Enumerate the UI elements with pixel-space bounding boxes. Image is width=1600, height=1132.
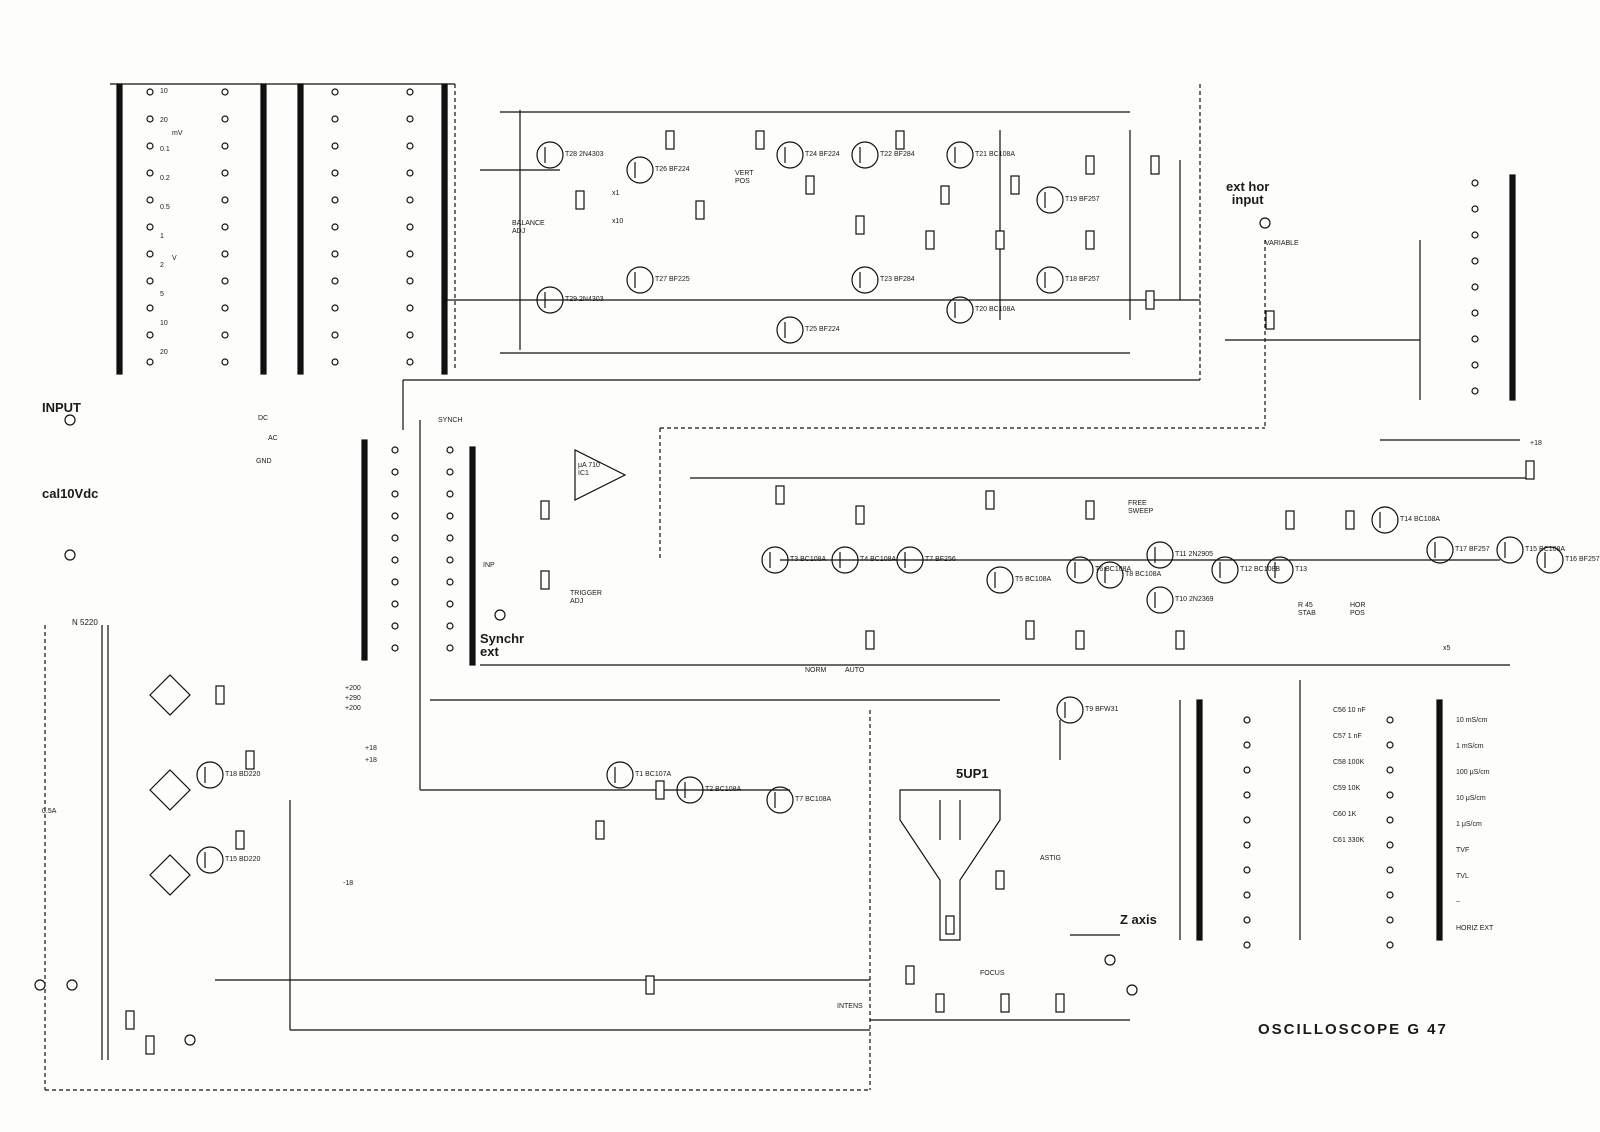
resistor-symbol: [246, 751, 254, 769]
resistor-symbol: [1176, 631, 1184, 649]
resistor-symbol: [776, 486, 784, 504]
resistor-symbol: [596, 821, 604, 839]
resistor-symbol: [936, 994, 944, 1012]
transistor-label: T18 BD220: [225, 771, 261, 778]
fuse-label: 0.5A: [42, 808, 57, 815]
switch-contact: [1244, 717, 1250, 723]
connector-terminal: [1105, 955, 1115, 965]
transistor-symbol: [947, 142, 973, 168]
switch-contact: [1472, 232, 1478, 238]
transistor-label: T29 2N4303: [565, 296, 604, 303]
switch-contact: [222, 170, 228, 176]
switch-contact: [392, 535, 398, 541]
time-base-cap: C61 330K: [1333, 837, 1365, 844]
switch-contact: [1244, 742, 1250, 748]
transistor-symbol: [607, 762, 633, 788]
transistor-label: T5 BC108A: [1015, 576, 1052, 583]
resistor-symbol: [541, 501, 549, 519]
switch-contact: [332, 305, 338, 311]
transistor-label: T14 BC108A: [1400, 516, 1441, 523]
resistor-symbol: [856, 506, 864, 524]
transistor-label: T24 BF224: [805, 151, 840, 158]
transistor-symbol: [1147, 587, 1173, 613]
switch-contact: [332, 359, 338, 365]
resistor-symbol: [986, 491, 994, 509]
transistor-symbol: [777, 142, 803, 168]
switch-contact: [447, 579, 453, 585]
dc-label: DC: [258, 415, 269, 422]
transistor-label: T18 BF257: [1065, 276, 1100, 283]
cal-label: cal10Vdc: [42, 486, 99, 501]
connector-terminal: [35, 980, 45, 990]
switch-contact: [1244, 867, 1250, 873]
supply-rail-label: +290: [345, 695, 361, 702]
attenuator-range: 10: [160, 320, 168, 327]
switch-contact: [1387, 767, 1393, 773]
switch-contact: [147, 143, 153, 149]
transistor-label: T7 BF256: [925, 556, 956, 563]
resistor-symbol: [656, 781, 664, 799]
switch-contact: [1387, 842, 1393, 848]
resistor-symbol: [1076, 631, 1084, 649]
resistor-symbol: [806, 176, 814, 194]
switch-contact: [407, 170, 413, 176]
switch-contact: [447, 645, 453, 651]
resistor-symbol: [696, 201, 704, 219]
resistor-symbol: [946, 916, 954, 934]
switch-contact: [1244, 917, 1250, 923]
switch-contact: [222, 251, 228, 257]
resistor-symbol: [666, 131, 674, 149]
ext-hor-input-label: ext hor input: [1226, 179, 1270, 207]
resistor-symbol: [896, 131, 904, 149]
switch-contact: [222, 197, 228, 203]
resistor-symbol: [646, 976, 654, 994]
switch-contact: [407, 89, 413, 95]
resistor-symbol: [906, 966, 914, 984]
transistor-label: T13: [1295, 566, 1308, 573]
resistor-symbol: [1151, 156, 1159, 174]
resistor-symbol: [216, 686, 224, 704]
transistor-label: T11 2N2905: [1175, 551, 1214, 558]
resistor-symbol: [1086, 231, 1094, 249]
attenuator-range: 10: [160, 88, 168, 95]
supply-rail-label: +18: [1530, 440, 1542, 447]
resistor-symbol: [1026, 621, 1034, 639]
resistor-symbol: [1346, 511, 1354, 529]
transistor-symbol: [1057, 697, 1083, 723]
synch-label: SYNCH: [438, 417, 463, 424]
resistor-symbol: [996, 231, 1004, 249]
switch-contact: [447, 623, 453, 629]
resistor-symbol: [996, 871, 1004, 889]
switch-contact: [392, 623, 398, 629]
switch-contact: [1472, 180, 1478, 186]
transistor-label: T16 BF257: [1565, 556, 1600, 563]
transistor-symbol: [1067, 557, 1093, 583]
resistor-symbol: [576, 191, 584, 209]
transistor-label: T22 BF284: [880, 151, 915, 158]
switch-contact: [1387, 867, 1393, 873]
switch-contact: [392, 469, 398, 475]
transistor-label: T9 BFW31: [1085, 706, 1119, 713]
vert-pos-label: VERT POS: [735, 170, 754, 185]
switch-contact: [332, 116, 338, 122]
switch-contact: [407, 143, 413, 149]
connector-terminal: [1127, 985, 1137, 995]
switch-contact: [447, 535, 453, 541]
resistor-symbol: [1286, 511, 1294, 529]
switch-contact: [1387, 792, 1393, 798]
transistor-symbol: [852, 267, 878, 293]
transistor-symbol: [767, 787, 793, 813]
switch-contact: [147, 197, 153, 203]
transistor-symbol: [1212, 557, 1238, 583]
resistor-symbol: [1526, 461, 1534, 479]
ic-label: μA 710 IC1: [578, 462, 600, 477]
switch-contact: [392, 645, 398, 651]
switch-contact: [1244, 767, 1250, 773]
switch-contact: [1244, 842, 1250, 848]
switch-contact: [222, 143, 228, 149]
switch-contact: [147, 251, 153, 257]
transistor-label: T25 BF224: [805, 326, 840, 333]
supply-rail-label: -18: [343, 880, 354, 887]
resistor-symbol: [1086, 501, 1094, 519]
switch-contact: [147, 224, 153, 230]
resistor-symbol: [756, 131, 764, 149]
switch-contact: [407, 197, 413, 203]
transistor-label: T23 BF284: [880, 276, 915, 283]
transistor-symbol: [197, 847, 223, 873]
balance-adj-label: BALANCE ADJ: [512, 220, 545, 235]
synchr-ext-label: Synchr ext: [480, 631, 525, 659]
resistor-symbol: [1011, 176, 1019, 194]
switch-contact: [1387, 942, 1393, 948]
transistor-label: T8 BC108A: [1125, 571, 1162, 578]
transistor-label: T6 BC108A: [1095, 566, 1132, 573]
switch-contact: [1244, 792, 1250, 798]
ac-label: AC: [268, 435, 278, 442]
switch-contact: [1387, 917, 1393, 923]
transistor-label: T17 BF257: [1455, 546, 1490, 553]
time-base-cap: C56 10 nF: [1333, 707, 1366, 714]
transistor-label: T20 BC108A: [975, 306, 1016, 313]
switch-contact: [147, 170, 153, 176]
switch-contact: [332, 170, 338, 176]
transistor-label: T3 BC108A: [790, 556, 827, 563]
attenuator-unit: V: [172, 255, 177, 262]
transistor-symbol: [852, 142, 878, 168]
time-base-range: 10 μS/cm: [1456, 795, 1486, 802]
input-label: INPUT: [42, 400, 81, 415]
transistor-symbol: [537, 142, 563, 168]
transistor-symbol: [1147, 542, 1173, 568]
supply-rail-label: +200: [345, 705, 361, 712]
resistor-symbol: [126, 1011, 134, 1029]
auto-label: AUTO: [845, 667, 865, 674]
switch-contact: [222, 224, 228, 230]
transistor-symbol: [1497, 537, 1523, 563]
focus-label: FOCUS: [980, 970, 1005, 977]
switch-contact: [1387, 892, 1393, 898]
switch-contact: [407, 116, 413, 122]
attenuator-range: 0.2: [160, 175, 170, 182]
switch-contact: [1244, 892, 1250, 898]
transistor-symbol: [1037, 187, 1063, 213]
transistor-label: T15 BC108A: [1525, 546, 1566, 553]
switch-contact: [147, 332, 153, 338]
transistor-symbol: [777, 317, 803, 343]
switch-contact: [392, 579, 398, 585]
time-base-range: HORIZ EXT: [1456, 925, 1494, 932]
attenuator-unit: mV: [172, 130, 183, 137]
switch-contact: [407, 359, 413, 365]
variable-label: VARIABLE: [1265, 240, 1299, 247]
switch-contact: [332, 89, 338, 95]
switch-contact: [447, 557, 453, 563]
switch-contact: [147, 305, 153, 311]
resistor-symbol: [541, 571, 549, 589]
switch-contact: [1244, 942, 1250, 948]
transistor-label: T4 BC108A: [860, 556, 897, 563]
switch-contact: [147, 278, 153, 284]
intens-label: INTENS: [837, 1003, 863, 1010]
switch-contact: [392, 513, 398, 519]
switch-contact: [332, 143, 338, 149]
resistor-symbol: [1266, 311, 1274, 329]
attenuator-range: 20: [160, 117, 168, 124]
gnd-label: GND: [256, 458, 272, 465]
time-base-range: 10 mS/cm: [1456, 717, 1488, 724]
transistor-symbol: [1037, 267, 1063, 293]
transistor-symbol: [627, 267, 653, 293]
switch-contact: [447, 469, 453, 475]
time-base-cap: C59 10K: [1333, 785, 1361, 792]
switch-contact: [332, 251, 338, 257]
switch-contact: [222, 89, 228, 95]
attenuator-range: 5: [160, 291, 164, 298]
switch-contact: [1472, 206, 1478, 212]
z-axis-label: Z axis: [1120, 912, 1157, 927]
resistor-symbol: [1001, 994, 1009, 1012]
hor-pos-label: HOR POS: [1350, 602, 1366, 617]
inp-label: INP: [483, 562, 495, 569]
connector-terminal: [495, 610, 505, 620]
page-title: OSCILLOSCOPE G 47: [1258, 1021, 1448, 1038]
transistor-symbol: [1372, 507, 1398, 533]
switch-contact: [147, 359, 153, 365]
trigger-adj-label: TRIGGER ADJ: [570, 590, 602, 605]
x1-label: x1: [612, 190, 620, 197]
switch-contact: [1472, 258, 1478, 264]
transistor-label: T28 2N4303: [565, 151, 604, 158]
attenuator-range: 1: [160, 233, 164, 240]
switch-contact: [1387, 817, 1393, 823]
switch-contact: [1472, 310, 1478, 316]
resistor-symbol: [866, 631, 874, 649]
stab-label: R 45 STAB: [1298, 602, 1316, 617]
transistor-symbol: [987, 567, 1013, 593]
switch-contact: [407, 278, 413, 284]
switch-contact: [447, 601, 453, 607]
crt-label: 5UP1: [956, 766, 989, 781]
time-base-range: 1 μS/cm: [1456, 821, 1482, 828]
attenuator-range: 20: [160, 349, 168, 356]
resistor-symbol: [856, 216, 864, 234]
transistor-label: T19 BF257: [1065, 196, 1100, 203]
connector-terminal: [1260, 218, 1270, 228]
supply-rail-label: +18: [365, 757, 377, 764]
resistor-symbol: [236, 831, 244, 849]
x10-label: x10: [612, 218, 624, 225]
time-base-range: 1 mS/cm: [1456, 743, 1484, 750]
switch-contact: [332, 332, 338, 338]
transformer-label: N 5220: [72, 618, 98, 627]
switch-contact: [147, 89, 153, 95]
attenuator-range: 2: [160, 262, 164, 269]
resistor-symbol: [1086, 156, 1094, 174]
time-base-range: TVF: [1456, 847, 1470, 854]
connector-terminal: [185, 1035, 195, 1045]
time-base-cap: C60 1K: [1333, 811, 1357, 818]
switch-contact: [1472, 388, 1478, 394]
switch-contact: [1387, 717, 1393, 723]
free-sweep-label: FREE SWEEP: [1128, 500, 1154, 515]
transistor-symbol: [1427, 537, 1453, 563]
transistor-label: T15 BD220: [225, 856, 261, 863]
supply-rail-label: +18: [365, 745, 377, 752]
transistor-label: T1 BC107A: [635, 771, 672, 778]
switch-contact: [447, 513, 453, 519]
transistor-label: T2 BC108A: [705, 786, 742, 793]
switch-contact: [392, 447, 398, 453]
resistor-symbol: [1056, 994, 1064, 1012]
switch-contact: [407, 251, 413, 257]
transistor-label: T21 BC108A: [975, 151, 1016, 158]
switch-contact: [332, 224, 338, 230]
switch-contact: [222, 305, 228, 311]
resistor-symbol: [1146, 291, 1154, 309]
switch-contact: [222, 332, 228, 338]
transistor-label: T12 BC108B: [1240, 566, 1281, 573]
time-base-cap: C58 100K: [1333, 759, 1365, 766]
transistor-symbol: [197, 762, 223, 788]
resistor-symbol: [146, 1036, 154, 1054]
switch-contact: [392, 491, 398, 497]
attenuator-range: 0.1: [160, 146, 170, 153]
switch-contact: [222, 278, 228, 284]
time-base-range: 100 μS/cm: [1456, 769, 1490, 776]
transistor-symbol: [627, 157, 653, 183]
switch-contact: [222, 116, 228, 122]
switch-contact: [332, 278, 338, 284]
switch-contact: [222, 359, 228, 365]
switch-contact: [147, 116, 153, 122]
switch-contact: [332, 197, 338, 203]
transistor-label: T10 2N2369: [1175, 596, 1214, 603]
switch-contact: [407, 224, 413, 230]
transistor-label: T26 BF224: [655, 166, 690, 173]
supply-rail-label: +200: [345, 685, 361, 692]
transistor-label: T7 BC108A: [795, 796, 832, 803]
switch-contact: [1244, 817, 1250, 823]
norm-label: NORM: [805, 667, 827, 674]
connector-terminal: [67, 980, 77, 990]
switch-contact: [1387, 742, 1393, 748]
time-base-range: TVL: [1456, 873, 1469, 880]
switch-contact: [1472, 362, 1478, 368]
attenuator-range: 0.5: [160, 204, 170, 211]
resistor-symbol: [926, 231, 934, 249]
switch-contact: [1472, 336, 1478, 342]
time-base-cap: C57 1 nF: [1333, 733, 1362, 740]
transistor-label: T27 BF225: [655, 276, 690, 283]
switch-contact: [407, 305, 413, 311]
transistor-symbol: [947, 297, 973, 323]
switch-contact: [392, 557, 398, 563]
astig-label: ASTIG: [1040, 855, 1062, 862]
resistor-symbol: [941, 186, 949, 204]
switch-contact: [392, 601, 398, 607]
switch-contact: [447, 491, 453, 497]
switch-contact: [1472, 284, 1478, 290]
connector-terminal: [65, 415, 75, 425]
switch-contact: [407, 332, 413, 338]
time-base-range: ~: [1456, 899, 1461, 906]
connector-terminal: [65, 550, 75, 560]
x5-label: x5: [1443, 645, 1451, 652]
switch-contact: [447, 447, 453, 453]
